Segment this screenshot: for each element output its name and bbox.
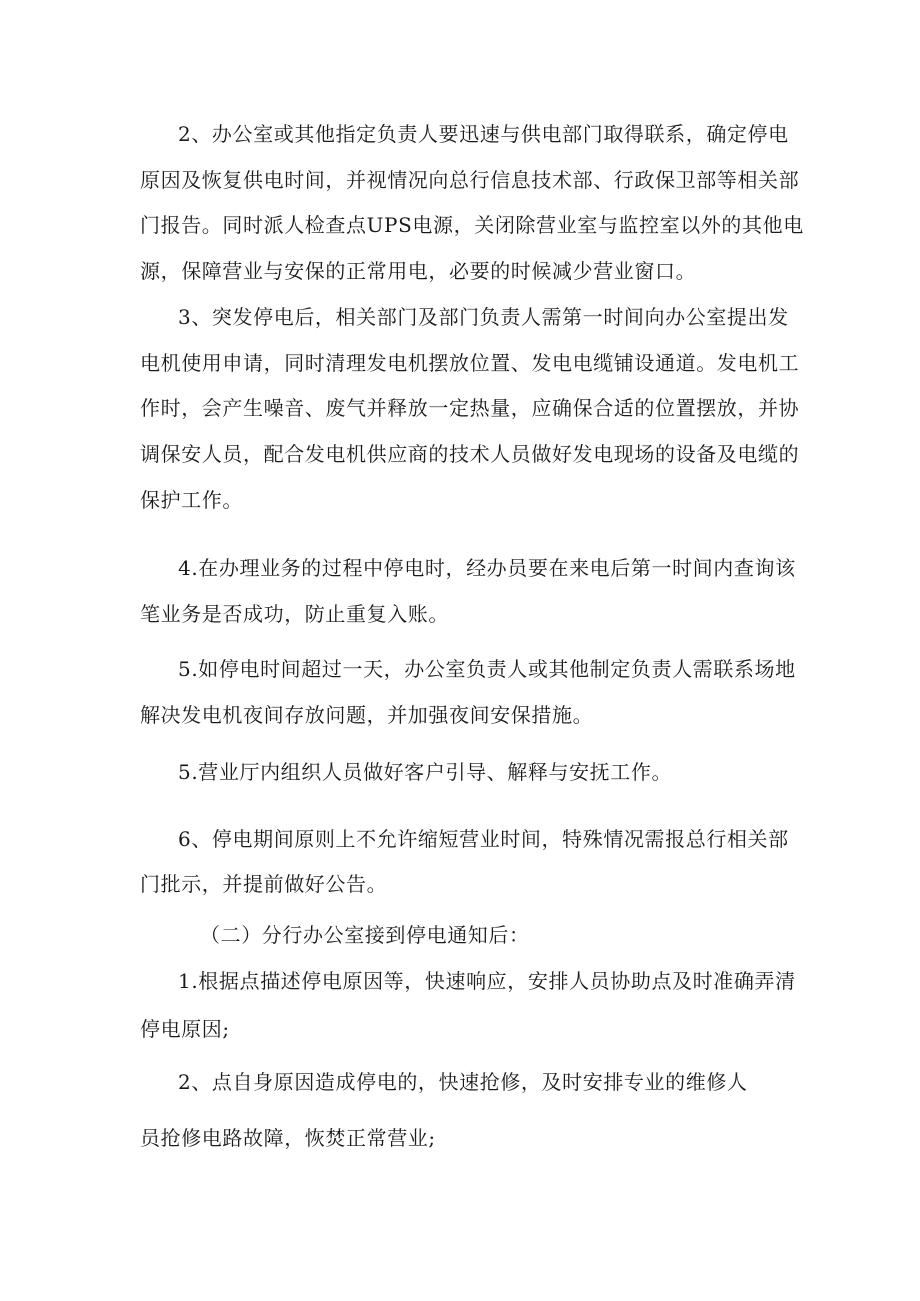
text-line: 5.营业厅内组织人员做好客户引导、解释与安抚工作。: [178, 760, 673, 784]
text-line: 2、点自身原因造成停电的，快速抢修，及时安排专业的维修人: [178, 1070, 748, 1094]
text-line: 3、突发停电后，相关部门及部门负责人需第一时间向办公室提出发: [178, 305, 789, 329]
text-line: 保护工作。: [140, 488, 243, 512]
text-line: 电机使用申请，同时清理发电机摆放位置、发电电缆铺设通道。发电机工: [140, 351, 800, 375]
text-line: 4.在办理业务的过程中停电时，经办员要在来电后第一时间内查询该: [178, 556, 796, 580]
text-line: 原因及恢复供电时间，并视情况向总行信息技术部、行政保卫部等相关部: [140, 168, 800, 192]
text-line: 2、办公室或其他指定负责人要迅速与供电部门取得联系，确定停电: [178, 122, 789, 146]
text-line: 调保安人员，配合发电机供应商的技术人员做好发电现场的设备及电缆的: [140, 442, 800, 466]
text-line: 解决发电机夜间存放问题，并加强夜间安保措施。: [140, 703, 594, 727]
section-subheading: （二）分行办公室接到停电通知后：: [200, 923, 530, 947]
text-line: 作时，会产生噪音、废气并释放一定热量，应确保合适的位置摆放，并协: [140, 396, 800, 420]
text-line: 5.如停电时间超过一天，办公室负责人或其他制定负责人需联系场地: [178, 657, 796, 681]
text-line: 源，保障营业与安保的正常用电，必要的时候减少营业窗口。: [140, 259, 697, 283]
text-line: 员抢修电路故障，恢焚正常营业;: [140, 1126, 436, 1150]
text-line: 笔业务是否成功，防止重复入账。: [140, 602, 449, 626]
text-line: 门报告。同时派人检查点UPS电源，关闭除营业室与监控室以外的其他电: [140, 213, 804, 237]
text-line: 门批示，并提前做好公告。: [140, 872, 388, 896]
text-line: 6、停电期间原则上不允许缩短营业时间，特殊情况需报总行相关部: [178, 827, 789, 851]
text-line: 停电原因;: [140, 1017, 230, 1041]
text-line: 1.根据点描述停电原因等，快速响应，安排人员协助点及时准确弄清: [178, 969, 796, 993]
